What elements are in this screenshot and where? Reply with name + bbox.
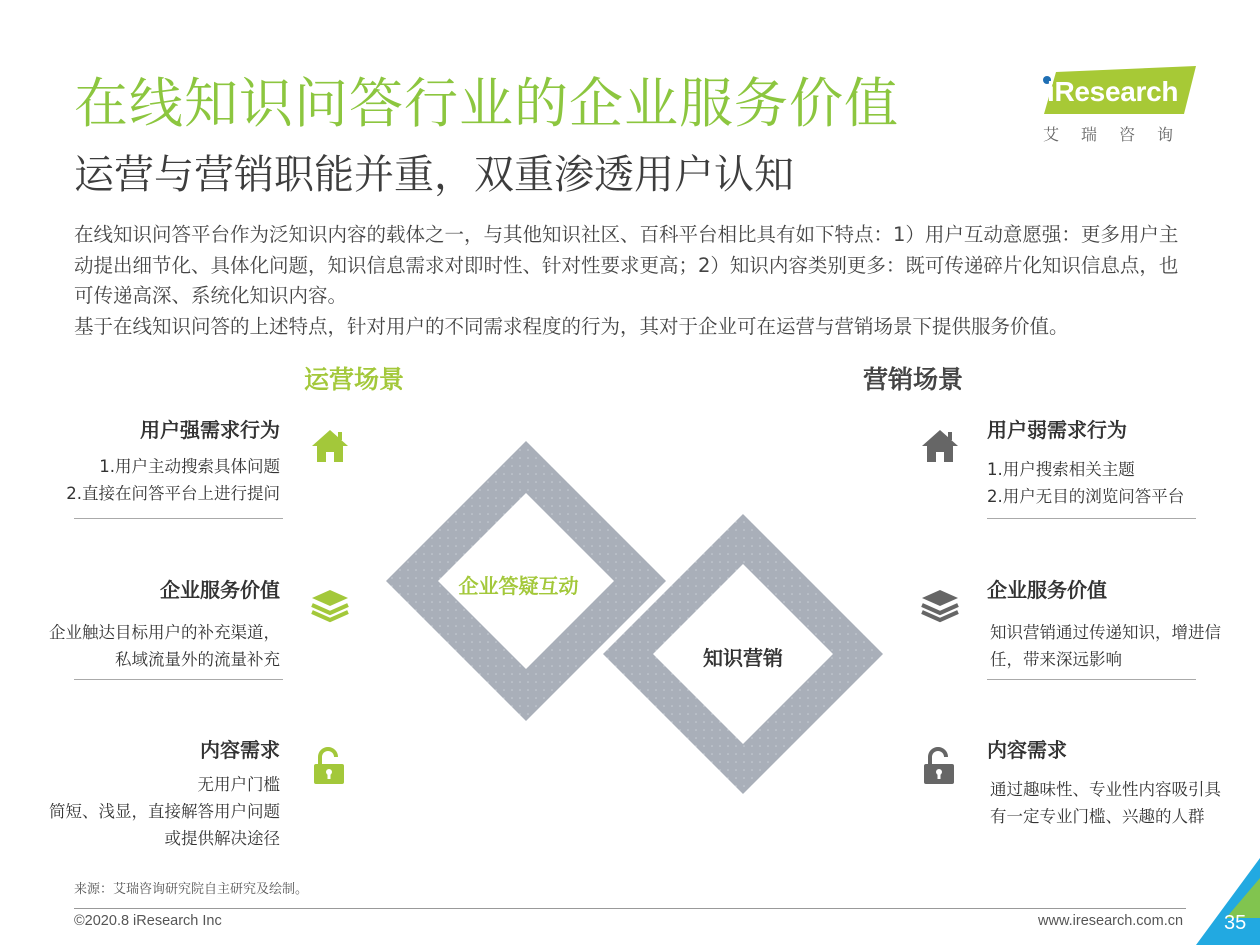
ops-block-content-demand bbox=[20, 734, 280, 852]
mkt-block-title: 内容需求 bbox=[987, 738, 1067, 762]
operations-scene-label: 运营场景 bbox=[304, 365, 405, 394]
ops-block-title: 用户强需求行为 bbox=[140, 418, 280, 442]
page-title: 在线知识问答行业的企业服务价值 bbox=[74, 72, 899, 135]
unlock-icon bbox=[920, 746, 960, 786]
ops-line: 无用户门槛 bbox=[197, 775, 280, 794]
mkt-block-text bbox=[987, 619, 1242, 673]
website-link[interactable]: www.iresearch.com.cn bbox=[1038, 913, 1184, 929]
mkt-block-title: 企业服务价值 bbox=[987, 578, 1107, 602]
mkt-block-text bbox=[987, 776, 1242, 830]
mkt-block-weak-demand bbox=[987, 414, 1217, 510]
house-icon bbox=[310, 426, 350, 466]
mkt-line: 通过趣味性、专业性内容吸引具 bbox=[990, 780, 1221, 799]
mkt-divider bbox=[987, 518, 1196, 519]
ops-block-service-value bbox=[30, 574, 280, 673]
intro-paragraph-1: 在线知识问答平台作为泛知识内容的载体之一，与其他知识社区、百科平台相比具有如下特点：1）用户互动意愿强：更多用户主动提出细节化、具体化问题，知识信息需求对即时性、针对性要求更高；2）知识内容类别更多：既可传递碎片化知识信息点，也可传递高深、系统化知识内容。 bbox=[74, 223, 1179, 307]
mkt-line: 任，带来深远影响 bbox=[990, 650, 1122, 669]
ops-block-text bbox=[20, 771, 280, 852]
ops-block-text bbox=[30, 453, 280, 507]
mkt-divider bbox=[987, 679, 1196, 680]
mkt-block-service-value bbox=[987, 574, 1242, 673]
layers-icon bbox=[310, 586, 350, 626]
house-icon bbox=[920, 426, 960, 466]
ops-line: 1.用户主动搜索具体问题 bbox=[99, 457, 280, 476]
ops-line: 企业触达目标用户的补充渠道， bbox=[49, 623, 280, 642]
mkt-line: 知识营销通过传递知识，增进信 bbox=[990, 623, 1221, 642]
mkt-block-text bbox=[987, 456, 1217, 510]
ops-block-strong-demand bbox=[30, 414, 280, 507]
intro-paragraph-2: 基于在线知识问答的上述特点，针对用户的不同需求程度的行为，其对于企业可在运营与营销场景下提供服务价值。 bbox=[74, 314, 1069, 338]
left-diamond-label: 企业答疑互动 bbox=[458, 574, 579, 598]
diamond-diagram bbox=[380, 438, 890, 800]
right-diamond-label: 知识营销 bbox=[703, 646, 783, 670]
footer-divider bbox=[74, 908, 1186, 909]
ops-line: 2.直接在问答平台上进行提问 bbox=[66, 484, 280, 503]
marketing-scene-label: 营销场景 bbox=[863, 365, 964, 394]
page-number: 35 bbox=[1224, 912, 1247, 934]
ops-block-title: 企业服务价值 bbox=[160, 578, 280, 602]
logo-cn-text: 艾瑞咨询 bbox=[1043, 125, 1196, 144]
copyright: ©2020.8 iResearch Inc bbox=[74, 913, 222, 929]
mkt-line: 1.用户搜索相关主题 bbox=[987, 460, 1135, 479]
ops-line: 私域流量外的流量补充 bbox=[115, 650, 280, 669]
mkt-block-title: 用户弱需求行为 bbox=[987, 418, 1127, 442]
ops-block-title: 内容需求 bbox=[200, 738, 280, 762]
unlock-icon bbox=[310, 746, 350, 786]
logo-brand-text: iResearch bbox=[1047, 76, 1179, 107]
ops-line: 或提供解决途径 bbox=[164, 829, 280, 848]
mkt-line: 2.用户无目的浏览问答平台 bbox=[987, 487, 1185, 506]
ops-block-text bbox=[30, 619, 280, 673]
layers-icon bbox=[920, 586, 960, 626]
ops-line: 简短、浅显，直接解答用户问题 bbox=[49, 802, 280, 821]
intro-text bbox=[74, 220, 1189, 342]
ops-divider bbox=[74, 518, 283, 519]
ops-divider bbox=[74, 679, 283, 680]
mkt-block-content-demand bbox=[987, 734, 1242, 830]
mkt-line: 有一定专业门槛、兴趣的人群 bbox=[990, 807, 1205, 826]
page-subtitle: 运营与营销职能并重，双重渗透用户认知 bbox=[74, 152, 794, 198]
source-note: 来源：艾瑞咨询研究院自主研究及绘制。 bbox=[74, 882, 309, 897]
